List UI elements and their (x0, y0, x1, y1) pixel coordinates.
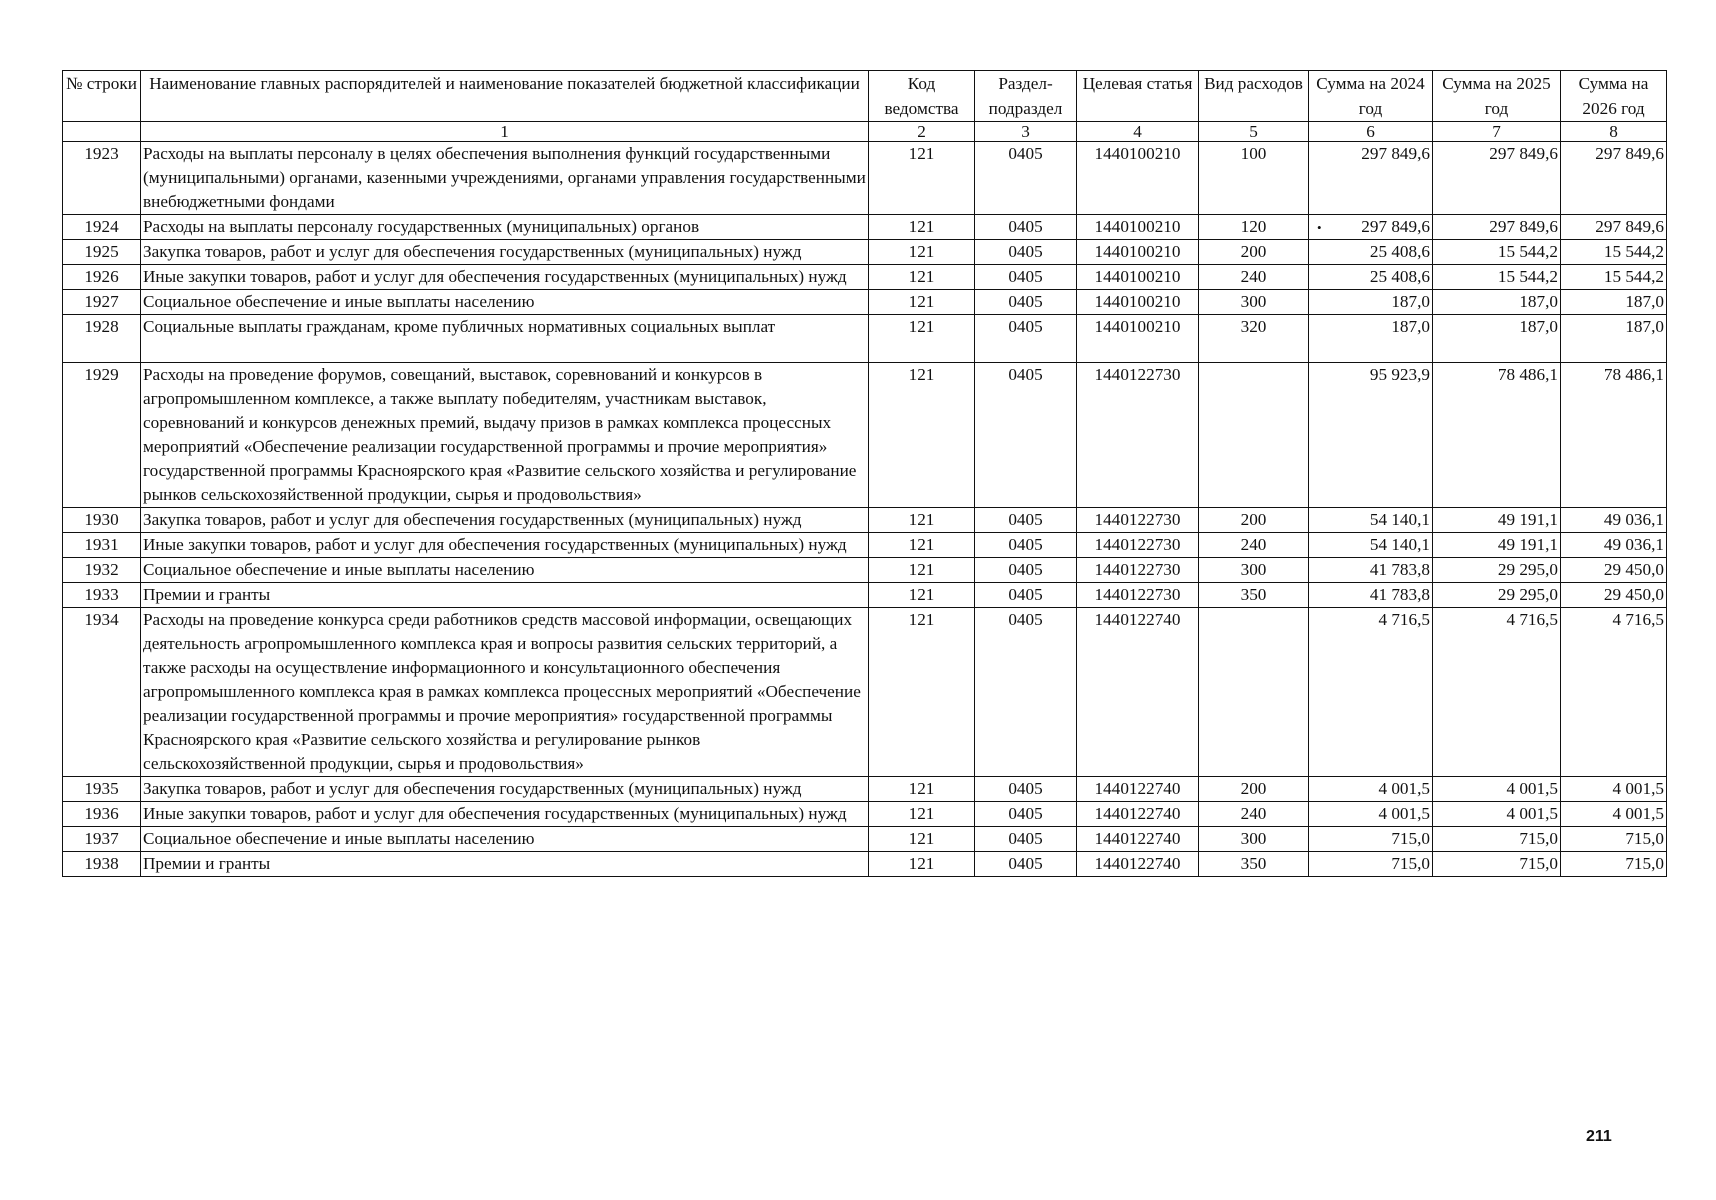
budget-table (62, 70, 1667, 877)
sum-2024: 297 849,6 (1361, 217, 1430, 236)
header-target: Целевая статья (1077, 71, 1199, 122)
sum-2024: 25 408,6 (1309, 265, 1433, 290)
sum-2025: 715,0 (1433, 852, 1561, 877)
dept-code: 121 (869, 802, 975, 827)
expense-type: 300 (1199, 290, 1309, 315)
sum-2024: 4 001,5 (1309, 777, 1433, 802)
target-code: 1440100210 (1077, 315, 1199, 363)
sum-2025: 187,0 (1433, 315, 1561, 363)
sum-2026: 78 486,1 (1561, 363, 1667, 508)
table-row (63, 363, 1667, 508)
table-row (63, 508, 1667, 533)
dept-code: 121 (869, 583, 975, 608)
column-number-row (63, 122, 1667, 142)
target-code: 1440122730 (1077, 558, 1199, 583)
table-row (63, 290, 1667, 315)
section-code: 0405 (975, 240, 1077, 265)
sum-2026: 4 001,5 (1561, 802, 1667, 827)
dept-code: 121 (869, 508, 975, 533)
section-code: 0405 (975, 315, 1077, 363)
row-number: 1924 (63, 215, 141, 240)
row-name: Социальное обеспечение и иные выплаты населению (141, 558, 869, 583)
table-row (63, 315, 1667, 363)
table-row (63, 852, 1667, 877)
table-row (63, 777, 1667, 802)
section-code: 0405 (975, 802, 1077, 827)
sum-2026: 29 450,0 (1561, 583, 1667, 608)
target-code: 1440100210 (1077, 215, 1199, 240)
section-code: 0405 (975, 215, 1077, 240)
sum-2024: 297 849,6 (1309, 142, 1433, 215)
row-name: Расходы на выплаты персоналу в целях обеспечения выполнения функций государственными (муниципальными) органами, казенными учреждениями, органами управления государственными внебюджетными фондами (141, 142, 869, 215)
row-number: 1932 (63, 558, 141, 583)
target-code: 1440122730 (1077, 533, 1199, 558)
row-number: 1931 (63, 533, 141, 558)
sum-2026: 297 849,6 (1561, 215, 1667, 240)
section-code: 0405 (975, 852, 1077, 877)
sum-2024: 95 923,9 (1309, 363, 1433, 508)
dept-code: 121 (869, 777, 975, 802)
dept-code: 121 (869, 240, 975, 265)
sum-2025: 15 544,2 (1433, 265, 1561, 290)
header-section: Раздел-подраздел (975, 71, 1077, 122)
section-code: 0405 (975, 558, 1077, 583)
scan-dot-mark: • (1317, 220, 1322, 235)
section-code: 0405 (975, 265, 1077, 290)
row-number: 1933 (63, 583, 141, 608)
table-row (63, 558, 1667, 583)
dept-code: 121 (869, 608, 975, 777)
sum-2024: 4 716,5 (1309, 608, 1433, 777)
expense-type: 240 (1199, 802, 1309, 827)
row-number: 1938 (63, 852, 141, 877)
section-code: 0405 (975, 777, 1077, 802)
dept-code: 121 (869, 265, 975, 290)
section-code: 0405 (975, 290, 1077, 315)
row-name: Расходы на выплаты персоналу государственных (муниципальных) органов (141, 215, 869, 240)
header-dept-code: Код ведомства (869, 71, 975, 122)
column-number: 3 (975, 122, 1077, 142)
row-name: Закупка товаров, работ и услуг для обеспечения государственных (муниципальных) нужд (141, 240, 869, 265)
expense-type: 350 (1199, 583, 1309, 608)
expense-type: 240 (1199, 533, 1309, 558)
section-code: 0405 (975, 827, 1077, 852)
sum-2024: 187,0 (1309, 315, 1433, 363)
target-code: 1440122740 (1077, 827, 1199, 852)
sum-2024: 25 408,6 (1309, 240, 1433, 265)
header-sum-2026: Сумма на 2026 год (1561, 71, 1667, 122)
target-code: 1440122730 (1077, 508, 1199, 533)
target-code: 1440100210 (1077, 290, 1199, 315)
expense-type: 100 (1199, 142, 1309, 215)
dept-code: 121 (869, 142, 975, 215)
table-header (63, 71, 1667, 142)
row-number: 1928 (63, 315, 141, 363)
target-code: 1440100210 (1077, 240, 1199, 265)
target-code: 1440100210 (1077, 265, 1199, 290)
column-number: 6 (1309, 122, 1433, 142)
row-number: 1927 (63, 290, 141, 315)
section-code: 0405 (975, 533, 1077, 558)
dept-code: 121 (869, 558, 975, 583)
table-row (63, 142, 1667, 215)
row-name: Социальное обеспечение и иные выплаты населению (141, 290, 869, 315)
header-sum-2024: Сумма на 2024 год (1309, 71, 1433, 122)
sum-2025: 29 295,0 (1433, 583, 1561, 608)
dept-code: 121 (869, 363, 975, 508)
row-name: Премии и гранты (141, 583, 869, 608)
dept-code: 121 (869, 290, 975, 315)
target-code: 1440122740 (1077, 777, 1199, 802)
table-row (63, 583, 1667, 608)
sum-2026: 15 544,2 (1561, 240, 1667, 265)
table-row (63, 240, 1667, 265)
expense-type (1199, 363, 1309, 508)
table-row (63, 533, 1667, 558)
column-number: 8 (1561, 122, 1667, 142)
expense-type: 320 (1199, 315, 1309, 363)
table-row (63, 215, 1667, 240)
row-number: 1925 (63, 240, 141, 265)
table-body (63, 142, 1667, 877)
header-name: Наименование главных распорядителей и наименование показателей бюджетной классификации (141, 71, 869, 122)
row-name: Иные закупки товаров, работ и услуг для обеспечения государственных (муниципальных) нужд (141, 533, 869, 558)
sum-2026: 49 036,1 (1561, 508, 1667, 533)
target-code: 1440122740 (1077, 608, 1199, 777)
dept-code: 121 (869, 827, 975, 852)
sum-2025: 297 849,6 (1433, 215, 1561, 240)
sum-2025: 49 191,1 (1433, 508, 1561, 533)
sum-2025: 297 849,6 (1433, 142, 1561, 215)
section-code: 0405 (975, 608, 1077, 777)
row-name: Иные закупки товаров, работ и услуг для обеспечения государственных (муниципальных) нужд (141, 802, 869, 827)
sum-2025: 49 191,1 (1433, 533, 1561, 558)
sum-2026: 49 036,1 (1561, 533, 1667, 558)
header-expense-type: Вид расходов (1199, 71, 1309, 122)
sum-2025: 78 486,1 (1433, 363, 1561, 508)
header-row (63, 71, 1667, 122)
column-number: 2 (869, 122, 975, 142)
sum-2025: 4 001,5 (1433, 777, 1561, 802)
dept-code: 121 (869, 315, 975, 363)
column-number: 5 (1199, 122, 1309, 142)
sum-2025: 15 544,2 (1433, 240, 1561, 265)
row-name: Расходы на проведение форумов, совещаний, выставок, соревнований и конкурсов в агропромышленном комплексе, а также выплату победителям, участникам выставок, соревнований и конкурсов денежных премий, выдачу призов в рамках комплекса процессных мероприятий «Обеспечение реализации государственной программы и прочие мероприятия» государственной программы Красноярского края «Развитие сельского хозяйства и регулирование рынков сельскохозяйственной продукции, сырья и продовольствия» (141, 363, 869, 508)
section-code: 0405 (975, 583, 1077, 608)
dept-code: 121 (869, 533, 975, 558)
sum-2026: 715,0 (1561, 827, 1667, 852)
row-number: 1934 (63, 608, 141, 777)
sum-2024-cell (1309, 215, 1433, 240)
table-row (63, 827, 1667, 852)
sum-2026: 187,0 (1561, 290, 1667, 315)
row-name: Социальное обеспечение и иные выплаты населению (141, 827, 869, 852)
expense-type: 240 (1199, 265, 1309, 290)
sum-2024: 187,0 (1309, 290, 1433, 315)
sum-2025: 187,0 (1433, 290, 1561, 315)
target-code: 1440100210 (1077, 142, 1199, 215)
row-name: Закупка товаров, работ и услуг для обеспечения государственных (муниципальных) нужд (141, 777, 869, 802)
row-name: Социальные выплаты гражданам, кроме публичных нормативных социальных выплат (141, 315, 869, 363)
row-number: 1937 (63, 827, 141, 852)
dept-code: 121 (869, 852, 975, 877)
expense-type: 200 (1199, 240, 1309, 265)
row-name: Закупка товаров, работ и услуг для обеспечения государственных (муниципальных) нужд (141, 508, 869, 533)
sum-2024: 54 140,1 (1309, 508, 1433, 533)
sum-2026: 4 001,5 (1561, 777, 1667, 802)
dept-code: 121 (869, 215, 975, 240)
sum-2026: 297 849,6 (1561, 142, 1667, 215)
header-sum-2025: Сумма на 2025 год (1433, 71, 1561, 122)
sum-2024: 41 783,8 (1309, 558, 1433, 583)
sum-2024: 4 001,5 (1309, 802, 1433, 827)
row-number: 1929 (63, 363, 141, 508)
sum-2026: 29 450,0 (1561, 558, 1667, 583)
table-row (63, 802, 1667, 827)
header-row-no: № строки (63, 71, 141, 122)
row-name: Расходы на проведение конкурса среди работников средств массовой информации, освещающих деятельность агропромышленного комплекса края и вопросы развития сельских территорий, а также расходы на осуществление информационного и консультационного обеспечения агропромышленного комплекса края в рамках комплекса процессных мероприятий «Обеспечение реализации государственной программы и прочие мероприятия» государственной программы Красноярского края «Развитие сельского хозяйства и регулирование рынков сельскохозяйственной продукции, сырья и продовольствия» (141, 608, 869, 777)
sum-2026: 187,0 (1561, 315, 1667, 363)
sum-2025: 4 716,5 (1433, 608, 1561, 777)
expense-type: 300 (1199, 558, 1309, 583)
sum-2024: 715,0 (1309, 827, 1433, 852)
expense-type: 300 (1199, 827, 1309, 852)
target-code: 1440122730 (1077, 363, 1199, 508)
sum-2026: 15 544,2 (1561, 265, 1667, 290)
row-number: 1935 (63, 777, 141, 802)
row-name: Иные закупки товаров, работ и услуг для обеспечения государственных (муниципальных) нужд (141, 265, 869, 290)
column-number: 7 (1433, 122, 1561, 142)
expense-type: 120 (1199, 215, 1309, 240)
sum-2024: 715,0 (1309, 852, 1433, 877)
page-number: 211 (1586, 1128, 1612, 1145)
column-number: 1 (141, 122, 869, 142)
column-number (63, 122, 141, 142)
row-number: 1923 (63, 142, 141, 215)
row-name: Премии и гранты (141, 852, 869, 877)
row-number: 1930 (63, 508, 141, 533)
target-code: 1440122740 (1077, 852, 1199, 877)
sum-2024: 41 783,8 (1309, 583, 1433, 608)
expense-type: 350 (1199, 852, 1309, 877)
row-number: 1926 (63, 265, 141, 290)
sum-2026: 4 716,5 (1561, 608, 1667, 777)
section-code: 0405 (975, 363, 1077, 508)
column-number: 4 (1077, 122, 1199, 142)
sum-2026: 715,0 (1561, 852, 1667, 877)
table-row (63, 608, 1667, 777)
sum-2025: 29 295,0 (1433, 558, 1561, 583)
sum-2025: 4 001,5 (1433, 802, 1561, 827)
sum-2025: 715,0 (1433, 827, 1561, 852)
expense-type (1199, 608, 1309, 777)
section-code: 0405 (975, 142, 1077, 215)
target-code: 1440122730 (1077, 583, 1199, 608)
section-code: 0405 (975, 508, 1077, 533)
row-number: 1936 (63, 802, 141, 827)
table-row (63, 265, 1667, 290)
sum-2024: 54 140,1 (1309, 533, 1433, 558)
target-code: 1440122740 (1077, 802, 1199, 827)
expense-type: 200 (1199, 508, 1309, 533)
expense-type: 200 (1199, 777, 1309, 802)
